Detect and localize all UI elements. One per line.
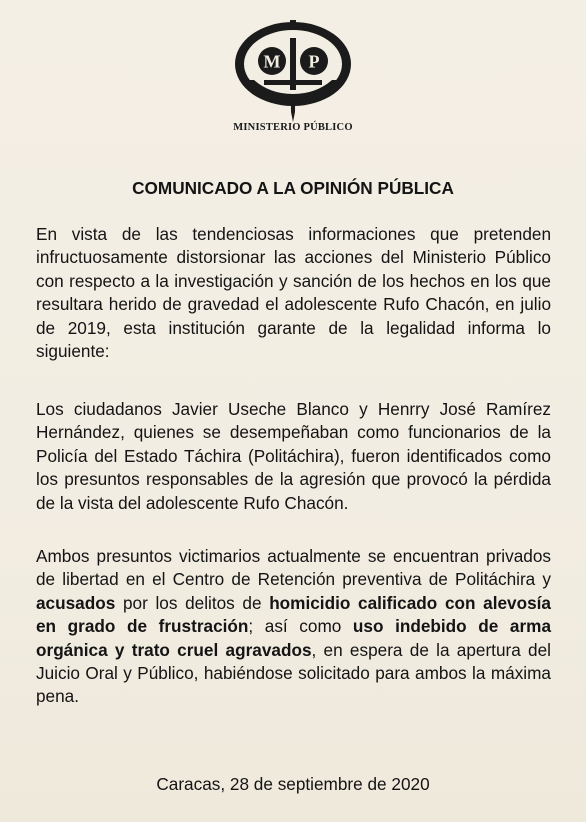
charges-text: ; así como [248,616,353,637]
charges-bold-homicide: homicidio calificado con alevosía en grado de frustración [36,592,551,637]
charges-bold-accused: acusados [36,592,116,613]
charges-text: por los delitos de [115,592,270,613]
document-title: COMUNICADO A LA OPINIÓN PÚBLICA [132,178,454,198]
paragraph-intro: En vista de las tendenciosas informaciones que pretenden infructuosamente distorsionar las acciones del Ministerio Público con respecto a la investigación y sanción de los hechos en los que resultara herido de gravedad el adolescente Rufo Chacón, en julio de 2019, esta institución garante de la legalidad informa lo siguiente: [36,224,551,362]
charges-text: , en espera de la apertura del Juicio Oral y Público, habiéndose solicitado para ambos la máxima pena. [36,639,551,707]
place-and-date: Caracas, 28 de septiembre de 2020 [156,774,430,794]
logo-letter-m: M [263,51,281,72]
paragraph-identified-officers: Los ciudadanos Javier Useche Blanco y Henrry José Ramírez Hernández, quienes se desempeñaban como funcionarios de la Policía del Estado Táchira (Politáchira), fueron identificados como los presuntos responsables de la agresión que provocó la pérdida de la vista del adolescente Rufo Chacón. [36,399,551,513]
charges-bold-misuse-weapon: uso indebido de arma orgánica y trato cruel agravados [36,616,551,660]
logo-emblem-icon [228,14,358,124]
organization-name: MINISTERIO PÚBLICO [233,122,353,133]
logo-letter-p: P [308,51,320,72]
paragraph-charges [36,545,551,709]
charges-text: Ambos presuntos victimarios actualmente se encuentran privados de libertad en el Centro de Retención preventiva de Politáchira y [36,546,551,590]
